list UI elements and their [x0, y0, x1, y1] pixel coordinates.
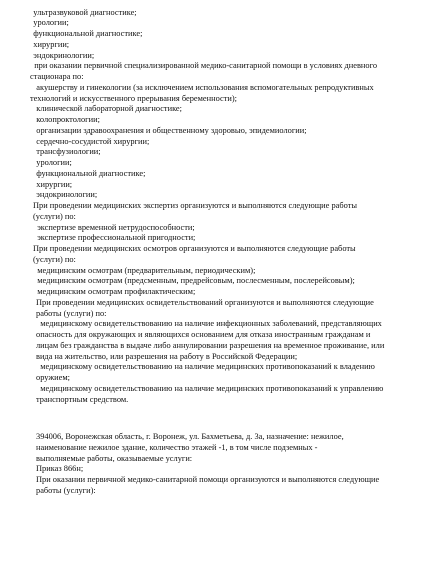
text-line: урологии;: [27, 18, 69, 28]
text-line: функциональной диагностике;: [27, 29, 143, 38]
license-services-list: [0, 8, 430, 406]
text-line: (услуги) по:: [33, 211, 76, 221]
address-section: [0, 432, 430, 497]
text-line: медицинскому освидетельствованию на наличие медицинских противопоказаний к управлению: [36, 383, 384, 393]
text-line: ультразвуковой диагностике;: [27, 7, 137, 17]
text-line: выполняемые работы, оказываемые услуги:: [36, 453, 193, 463]
address-line: 394006, Воронежская область, г. Воронеж, ул. Бахметьева, д. 3а, назначение: нежилое,: [36, 432, 344, 441]
text-line: при оказании первичной специализированной медико-санитарной помощи в условиях дневного: [30, 61, 378, 71]
text-line: При проведении медицинских освидетельствований организуются и выполняются следующие: [36, 297, 374, 307]
text-line: акушерству и гинекологии (за исключением использования вспомогательных репродуктивных: [30, 82, 374, 92]
text-line: работы (услуги):: [36, 485, 96, 495]
text-line: стационара по:: [30, 72, 84, 81]
text-line: эндокринологии;: [27, 50, 95, 60]
text-line: клинической лабораторной диагностике;: [30, 104, 182, 114]
text-line: медицинскому освидетельствованию на наличие медицинских противопоказаний к владению: [36, 362, 375, 372]
text-line: эндокринологии;: [30, 190, 98, 200]
text-line: работы (услуги) по:: [36, 308, 107, 318]
text-line: наименование нежилое здание, количество этажей -1, в том числе подземных -: [36, 442, 318, 452]
text-line: медицинским осмотрам (предварительным, периодическим);: [33, 265, 256, 275]
text-line: лицам без гражданства в выдаче либо аннулировании разрешения на временное проживание, или: [36, 340, 385, 350]
order-reference: Приказ 866н;: [36, 464, 84, 474]
text-line: (услуги) по:: [33, 254, 76, 264]
text-line: организации здравоохранения и общественному здоровью, эпидемиологии;: [30, 125, 307, 135]
text-line: оружием;: [36, 373, 70, 382]
text-line: урологии;: [30, 158, 72, 167]
text-line: медицинским осмотрам профилактическим;: [33, 287, 196, 296]
text-line: медицинскому освидетельствованию на наличие инфекционных заболеваний, представляющих: [36, 319, 382, 329]
text-line: трансфузиологии;: [30, 147, 101, 157]
text-line: При проведении медицинских осмотров организуются и выполняются следующие работы: [33, 244, 356, 253]
text-line: опасность для окружающих и являющихся основанием для отказа иностранным гражданам и: [36, 330, 371, 339]
text-line: При проведении медицинских экспертиз организуются и выполняются следующие работы: [33, 201, 357, 210]
text-line: технологий и искусственного прерывания беременности);: [30, 93, 237, 103]
text-line: вида на жительство, или разрешения на работу в Российской Федерации;: [36, 351, 298, 361]
text-line: экспертизе профессиональной пригодности;: [33, 233, 196, 243]
text-line: медицинским осмотрам (предсменным, предрейсовым, послесменным, послерейсовым);: [33, 276, 355, 286]
text-line: хирургии;: [27, 39, 70, 49]
text-line: хирургии;: [30, 179, 73, 189]
text-line: При оказании первичной медико-санитарной помощи организуются и выполняются следующие: [36, 475, 380, 484]
text-line: транспортным средством.: [36, 394, 129, 404]
text-line: экспертизе временной нетрудоспособности;: [33, 222, 195, 232]
text-line: функциональной диагностике;: [30, 168, 146, 178]
text-line: сердечно-сосудистой хирургии;: [30, 136, 150, 146]
text-line: колопроктологии;: [30, 115, 100, 124]
